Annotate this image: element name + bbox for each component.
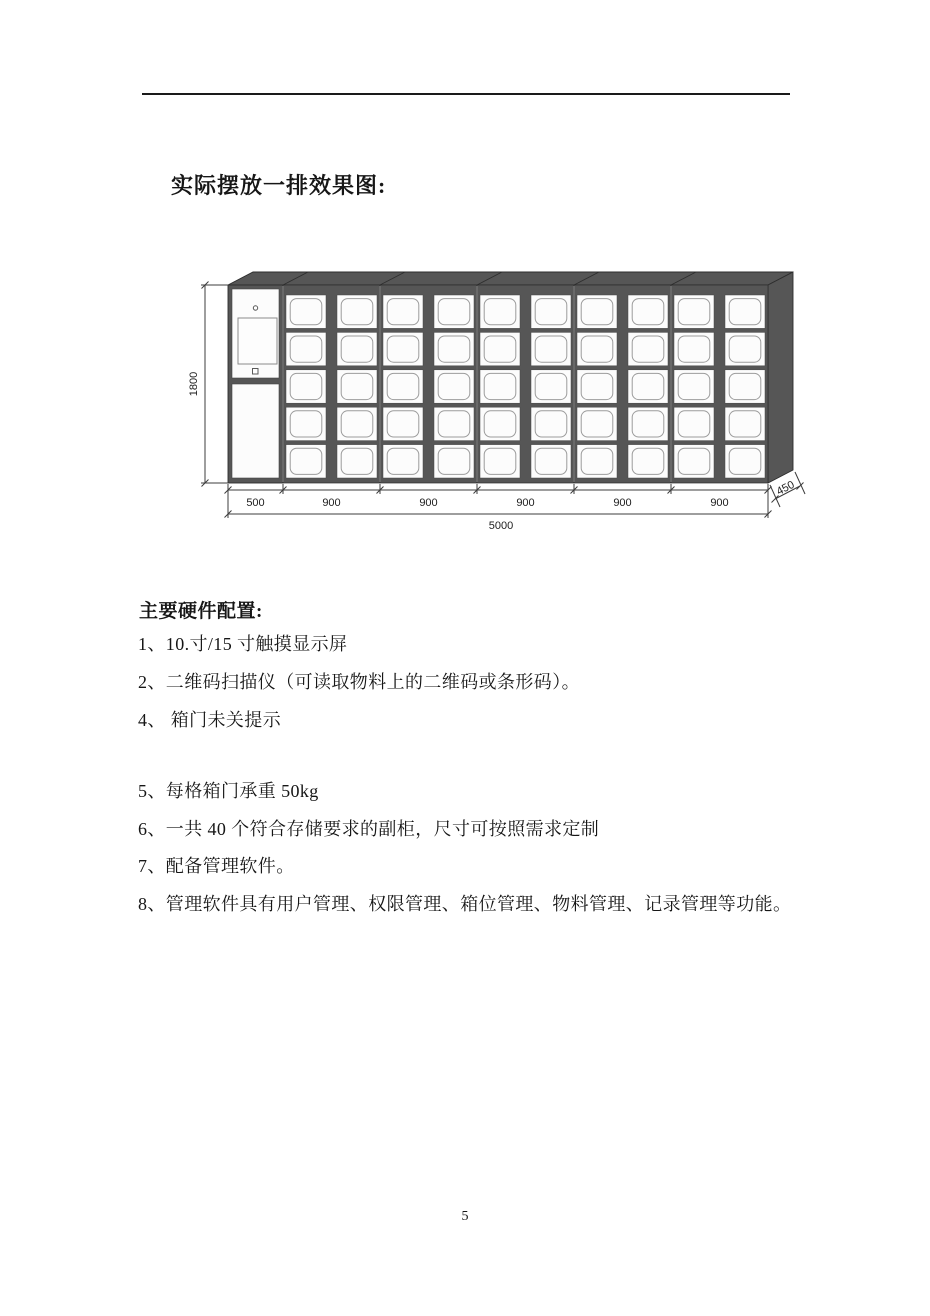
locker-door (674, 445, 714, 478)
locker-door (628, 370, 668, 403)
scanner-window-icon (253, 369, 259, 375)
locker-door (286, 445, 326, 478)
dimension-label-width: 900 (613, 497, 632, 509)
locker-door (531, 407, 571, 440)
locker-door (383, 407, 423, 440)
locker-door (725, 445, 765, 478)
locker-door (383, 445, 423, 478)
locker-door (337, 445, 377, 478)
list-item-7: 8、管理软件具有用户管理、权限管理、箱位管理、物料管理、记录管理等功能。 (138, 894, 792, 914)
locker-door (434, 407, 474, 440)
locker-door (531, 295, 571, 328)
list-item-3: 4、 箱门未关提示 (138, 710, 282, 730)
locker-door (531, 370, 571, 403)
locker-door (531, 332, 571, 365)
page-title: 实际摆放一排效果图: (171, 173, 387, 198)
locker-door (480, 445, 520, 478)
locker-cabinet (671, 285, 768, 483)
locker-door (577, 332, 617, 365)
locker-door (577, 407, 617, 440)
locker-door (383, 295, 423, 328)
locker-cabinet (380, 285, 477, 483)
dimension-label-width: 900 (710, 497, 729, 509)
locker-cabinet (477, 285, 574, 483)
locker-door (628, 445, 668, 478)
locker-door (337, 332, 377, 365)
locker-door (531, 445, 571, 478)
locker-door (434, 332, 474, 365)
dimension-label-depth: 450 (774, 478, 797, 498)
touch-screen (238, 318, 277, 364)
locker-door (286, 332, 326, 365)
locker-door (577, 445, 617, 478)
locker-door (577, 295, 617, 328)
locker-door (480, 332, 520, 365)
locker-door (286, 370, 326, 403)
locker-door (577, 370, 617, 403)
dimension-label-width: 900 (516, 497, 535, 509)
locker-door (286, 295, 326, 328)
locker-door (674, 332, 714, 365)
list-item-2: 2、二维码扫描仪（可读取物料上的二维码或条形码）。 (138, 672, 580, 692)
locker-door (674, 295, 714, 328)
list-item-6: 7、配备管理软件。 (138, 856, 295, 876)
cabinet-top-face (228, 272, 793, 285)
locker-door (434, 370, 474, 403)
locker-door (383, 370, 423, 403)
locker-door (725, 332, 765, 365)
locker-door (286, 407, 326, 440)
locker-row-diagram (185, 265, 815, 535)
locker-door (337, 295, 377, 328)
list-item-4: 5、每格箱门承重 50kg (138, 781, 319, 801)
camera-icon (253, 306, 257, 310)
locker-door (725, 370, 765, 403)
locker-door (337, 407, 377, 440)
section-heading: 主要硬件配置: (139, 601, 263, 622)
dimension-label-width: 500 (246, 497, 265, 509)
list-item-1: 1、10.寸/15 寸触摸显示屏 (138, 634, 348, 654)
header-rule (142, 93, 790, 95)
locker-door (434, 295, 474, 328)
locker-door (628, 295, 668, 328)
locker-door (628, 332, 668, 365)
locker-door (383, 332, 423, 365)
dimension-label-width: 900 (419, 497, 438, 509)
locker-cabinet (283, 285, 380, 483)
locker-door (480, 407, 520, 440)
locker-cabinet (574, 285, 671, 483)
dimension-label-width: 900 (322, 497, 341, 509)
list-item-5: 6、一共 40 个符合存储要求的副柜，尺寸可按照需求定制 (138, 819, 600, 839)
locker-door (337, 370, 377, 403)
locker-door (674, 370, 714, 403)
main-cabinet-door (232, 384, 279, 478)
locker-door (628, 407, 668, 440)
locker-door (480, 295, 520, 328)
dimension-label-height: 1800 (188, 371, 200, 397)
locker-door (434, 445, 474, 478)
locker-door (725, 407, 765, 440)
locker-door (725, 295, 765, 328)
cabinet-side-face (768, 272, 793, 483)
page-number: 5 (461, 1209, 469, 1224)
locker-door (480, 370, 520, 403)
main-control-cabinet (228, 285, 283, 483)
dimension-label-total: 5000 (488, 520, 514, 532)
locker-door (674, 407, 714, 440)
